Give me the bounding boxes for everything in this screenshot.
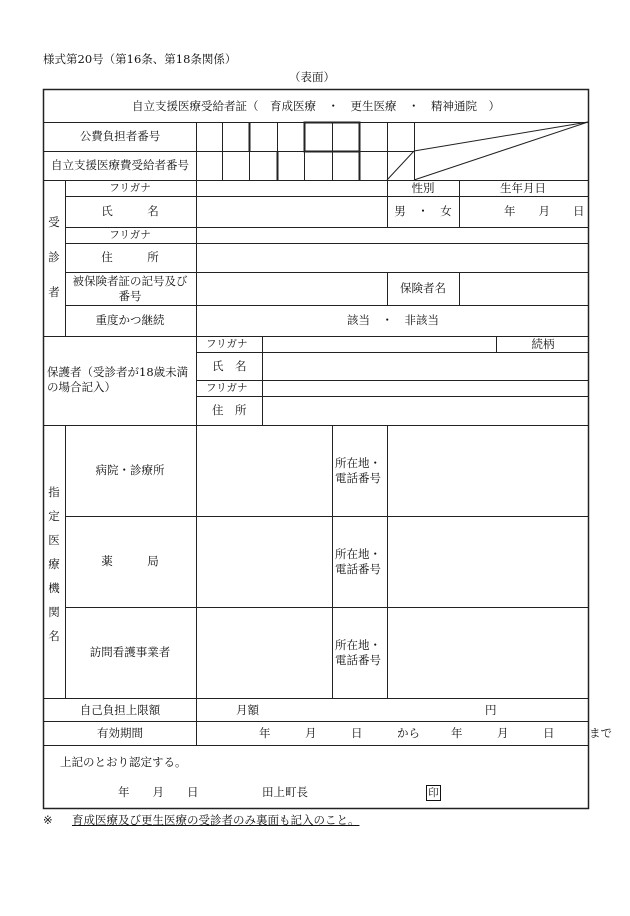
copay-limit-label: 自己負担上限額	[79, 703, 161, 717]
footnote	[43, 812, 359, 828]
patient-group-char-2: 診	[48, 250, 60, 264]
insurance-number-label-2: 番号	[118, 289, 142, 303]
guardian-furigana2-label: フリガナ	[206, 382, 248, 394]
insurance-number-label-1: 被保険者証の記号及び	[72, 274, 188, 288]
guardian-name-label: 氏 名	[212, 359, 247, 373]
nursing-location-field[interactable]	[388, 608, 588, 698]
monthly-label: 月額	[236, 703, 259, 717]
side-label: （表面）	[289, 70, 335, 84]
pharmacy-location-field[interactable]	[388, 517, 588, 607]
guardian-relation-label: 続柄	[531, 337, 555, 351]
patient-furigana-label: フリガナ	[109, 182, 151, 194]
patient-group-char-3: 者	[48, 285, 60, 299]
patient-name-field[interactable]	[197, 197, 387, 227]
yen-label: 円	[485, 703, 497, 717]
insurer-name-field[interactable]	[460, 273, 588, 305]
severe-options[interactable]: 該当 ・ 非該当	[347, 313, 439, 327]
hospital-location-label-1: 所在地・	[335, 456, 381, 470]
pharmacy-label: 薬 局	[101, 554, 159, 568]
guardian-name-field[interactable]	[263, 353, 588, 380]
certification-text: 上記のとおり認定する。	[60, 755, 187, 769]
facility-group-char-5: 機	[48, 581, 60, 595]
seal-mark: 印	[426, 785, 441, 801]
facility-group-char-4: 療	[48, 557, 60, 571]
gender-options[interactable]: 男 ・ 女	[394, 204, 452, 218]
facility-group-char-6: 関	[48, 605, 60, 619]
hospital-location-field[interactable]	[388, 426, 588, 516]
hospital-location-label-2: 電話番号	[335, 471, 381, 485]
facility-group-char-2: 定	[48, 509, 60, 523]
recipient-number-field[interactable]	[197, 152, 387, 180]
guardian-address-field[interactable]	[263, 397, 588, 425]
validity-from: 年 月 日 から	[259, 726, 420, 740]
severe-continuation-label: 重度かつ継続	[95, 313, 165, 327]
guardian-label-1: 保護者（受診者が18歳未満	[47, 365, 189, 379]
form-number: 様式第20号（第16条、第18条関係）	[43, 52, 237, 66]
validity-label: 有効期間	[97, 726, 143, 740]
copay-limit-field[interactable]	[262, 699, 482, 721]
nursing-name-field[interactable]	[197, 608, 332, 698]
patient-address-label: 住 所	[101, 250, 159, 264]
guardian-label-2: の場合記入）	[47, 380, 116, 394]
recipient-number-label: 自立支援医療費受給者番号	[51, 158, 189, 172]
patient-group-char-1: 受	[48, 215, 60, 229]
insurer-name-label: 保険者名	[400, 281, 446, 295]
footnote-mark: ※	[43, 813, 53, 827]
validity-to: 年 月 日 まで	[451, 726, 612, 740]
guardian-furigana-field[interactable]	[263, 337, 496, 352]
facility-group-char-7: 名	[48, 629, 60, 643]
patient-furigana-field[interactable]	[197, 181, 387, 196]
patient-address-field[interactable]	[197, 244, 588, 272]
hospital-label: 病院・診療所	[95, 463, 165, 477]
dob-format: 年 月 日	[504, 204, 585, 218]
footnote-text: 育成医療及び更生医療の受診者のみ裏面も記入のこと。	[71, 813, 360, 827]
public-payer-number-label: 公費負担者番号	[79, 129, 161, 143]
issuer-name: 田上町長	[262, 785, 308, 799]
pharmacy-name-field[interactable]	[197, 517, 332, 607]
guardian-furigana-label: フリガナ	[206, 338, 248, 350]
nursing-location-label-1: 所在地・	[335, 638, 381, 652]
issue-date: 年 月 日	[118, 785, 199, 799]
patient-address-furigana-field[interactable]	[197, 228, 588, 243]
pharmacy-location-label-1: 所在地・	[335, 547, 381, 561]
patient-furigana2-label: フリガナ	[109, 229, 151, 241]
facility-group-char-1: 指	[48, 485, 60, 499]
facility-group-char-3: 医	[48, 533, 60, 547]
certificate-title: 自立支援医療受給者証（ 育成医療 ・ 更生医療 ・ 精神通院 ）	[132, 99, 500, 113]
dob-label: 生年月日	[500, 181, 546, 195]
patient-name-label: 氏 名	[101, 204, 159, 218]
pharmacy-location-label-2: 電話番号	[335, 562, 381, 576]
hospital-name-field[interactable]	[197, 426, 332, 516]
public-payer-number-field[interactable]	[197, 123, 414, 151]
guardian-address-label: 住 所	[212, 403, 247, 417]
gender-label: 性別	[411, 181, 435, 195]
insurance-number-field[interactable]	[197, 273, 387, 305]
nursing-label: 訪問看護事業者	[89, 645, 171, 659]
nursing-location-label-2: 電話番号	[335, 653, 381, 667]
